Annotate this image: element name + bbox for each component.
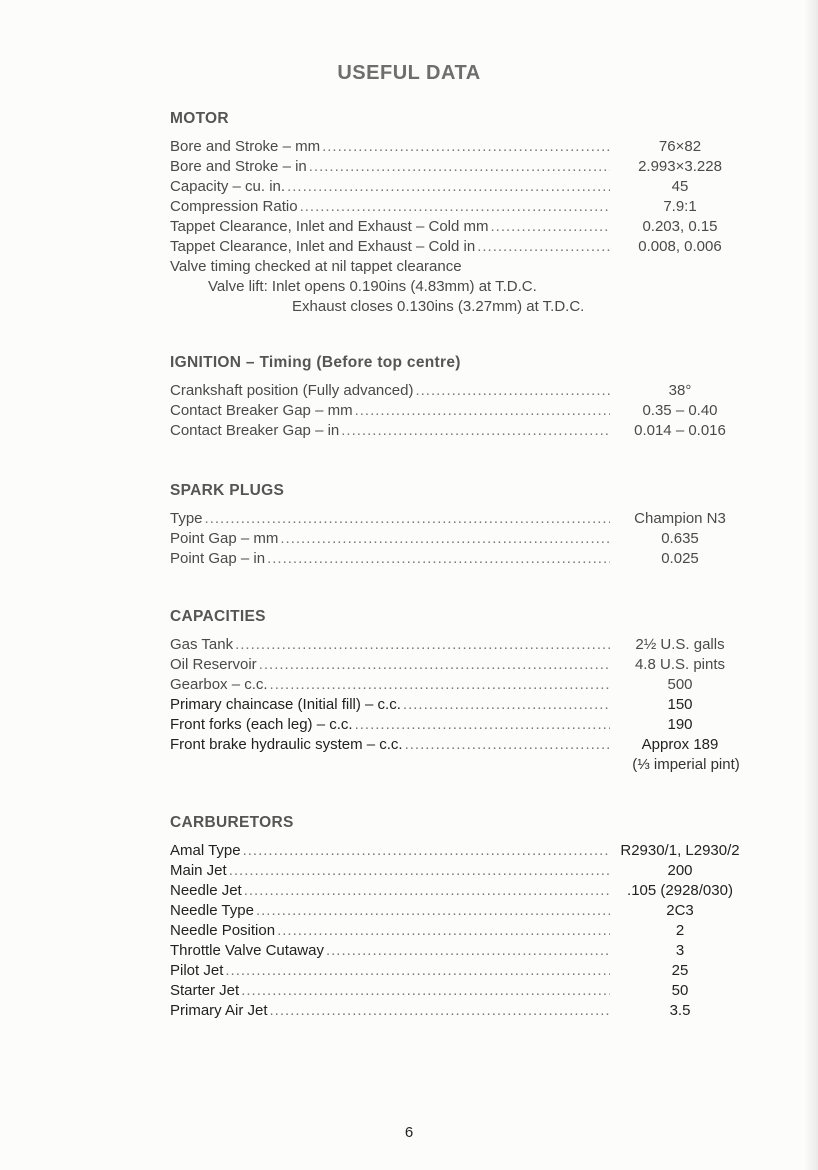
row-label: Tappet Clearance, Inlet and Exhaust – Cold mm ..... — [170, 217, 610, 237]
row-label: Primary chaincase (Initial fill) – c.c. ..... — [170, 695, 610, 715]
row-value: 3.5 — [669, 1002, 691, 1019]
row-label: Type ..... — [170, 509, 610, 529]
ignition-heading-sub: Timing (Before top centre) — [259, 354, 461, 371]
row-label: Capacity – cu. in. ..... — [170, 177, 610, 197]
row-label: Amal Type ..... — [170, 841, 610, 861]
row-label: Throttle Valve Cutaway ..... — [170, 941, 610, 961]
spark-plugs-row — [170, 509, 770, 529]
row-label: Gearbox – c.c. ..... — [170, 675, 610, 695]
motor-row — [170, 137, 770, 157]
row-value: 0.35 – 0.40 — [642, 402, 718, 419]
capacities-row — [170, 655, 770, 675]
row-value: Champion N3 — [634, 510, 726, 527]
brake-capacity-continuation: (⅓ imperial pint) — [632, 756, 740, 773]
row-label: Point Gap – mm ..... — [170, 529, 610, 549]
spark-plugs-section — [170, 482, 770, 569]
row-value: 2½ U.S. galls — [635, 636, 725, 653]
row-value: 2 — [675, 922, 685, 939]
row-value: 38° — [668, 382, 692, 399]
row-value: 200 — [667, 862, 693, 879]
row-label: Main Jet ..... — [170, 861, 610, 881]
carburetors-row — [170, 861, 770, 881]
motor-row — [170, 157, 770, 177]
row-label: Tappet Clearance, Inlet and Exhaust – Cold in ..... — [170, 237, 610, 257]
valve-timing-note: Valve timing checked at nil tappet clearance — [170, 258, 462, 275]
motor-row — [170, 217, 770, 237]
row-value: 0.008, 0.006 — [638, 238, 722, 255]
spark-plugs-row — [170, 549, 770, 569]
row-label: Needle Type ..... — [170, 901, 610, 921]
carburetors-row — [170, 881, 770, 901]
capacities-row — [170, 635, 770, 655]
row-value: 3 — [675, 942, 685, 959]
page-edge-shadow — [804, 0, 818, 1170]
row-label: Bore and Stroke – in ..... — [170, 157, 610, 177]
row-value: 45 — [671, 178, 689, 195]
valve-lift-inlet: Valve lift: Inlet opens 0.190ins (4.83mm) at T.D.C. — [208, 278, 537, 295]
row-value: 7.9:1 — [663, 198, 697, 215]
capacities-heading: CAPACITIES — [170, 608, 266, 625]
row-value: 0.203, 0.15 — [642, 218, 718, 235]
row-value: R2930/1, L2930/2 — [620, 842, 740, 859]
capacities-row — [170, 715, 770, 735]
row-value: 0.025 — [661, 550, 699, 567]
row-label: Oil Reservoir ..... — [170, 655, 610, 675]
row-value: .105 (2928/030) — [627, 882, 733, 899]
ignition-row — [170, 401, 770, 421]
row-value: Approx 189 — [641, 736, 719, 753]
motor-section — [170, 110, 770, 317]
capacities-row — [170, 695, 770, 715]
carburetors-row — [170, 901, 770, 921]
row-value: 4.8 U.S. pints — [634, 656, 726, 673]
row-label: Crankshaft position (Fully advanced) ..... — [170, 381, 610, 401]
row-label: Front brake hydraulic system – c.c. ..... — [170, 735, 610, 755]
spark-plugs-row — [170, 529, 770, 549]
row-label: Starter Jet ..... — [170, 981, 610, 1001]
row-value: 25 — [671, 962, 689, 979]
row-label: Needle Jet ..... — [170, 881, 610, 901]
row-label: Point Gap – in ..... — [170, 549, 610, 569]
motor-row — [170, 237, 770, 257]
ignition-row — [170, 421, 770, 441]
capacities-section — [170, 608, 770, 775]
motor-heading: MOTOR — [170, 110, 229, 127]
carburetors-section — [170, 814, 770, 1021]
ignition-heading — [170, 354, 770, 372]
row-label: Primary Air Jet ..... — [170, 1001, 610, 1021]
ignition-heading-main: IGNITION – — [170, 354, 255, 371]
row-value: 2.993×3.228 — [638, 158, 722, 175]
row-value: 76×82 — [658, 138, 702, 155]
row-label: Compression Ratio ..... — [170, 197, 610, 217]
motor-row — [170, 197, 770, 217]
row-value: 150 — [667, 696, 693, 713]
motor-row — [170, 177, 770, 197]
row-value: 500 — [667, 676, 693, 693]
row-label: Needle Position ..... — [170, 921, 610, 941]
row-label: Pilot Jet ..... — [170, 961, 610, 981]
valve-lift-exhaust: Exhaust closes 0.130ins (3.27mm) at T.D.C. — [292, 298, 585, 315]
spark-plugs-heading: SPARK PLUGS — [170, 482, 285, 499]
capacities-row — [170, 735, 770, 755]
carburetors-row — [170, 961, 770, 981]
row-value: 0.635 — [661, 530, 699, 547]
row-label: Front forks (each leg) – c.c. ..... — [170, 715, 610, 735]
ignition-section — [170, 354, 770, 441]
capacities-row — [170, 675, 770, 695]
ignition-row — [170, 381, 770, 401]
row-value: 2C3 — [666, 902, 694, 919]
row-label: Contact Breaker Gap – in ..... — [170, 421, 610, 441]
row-value: 50 — [671, 982, 689, 999]
carburetors-row — [170, 941, 770, 961]
page-number: 6 — [404, 1124, 414, 1141]
carburetors-row — [170, 841, 770, 861]
row-label: Bore and Stroke – mm ..... — [170, 137, 610, 157]
carburetors-heading: CARBURETORS — [170, 814, 294, 831]
row-label: Contact Breaker Gap – mm ..... — [170, 401, 610, 421]
page-title: USEFUL DATA — [337, 62, 481, 84]
carburetors-row — [170, 1001, 770, 1021]
row-value: 190 — [667, 716, 693, 733]
carburetors-row — [170, 981, 770, 1001]
row-value: 0.014 – 0.016 — [634, 422, 726, 439]
row-label: Gas Tank ..... — [170, 635, 610, 655]
carburetors-row — [170, 921, 770, 941]
